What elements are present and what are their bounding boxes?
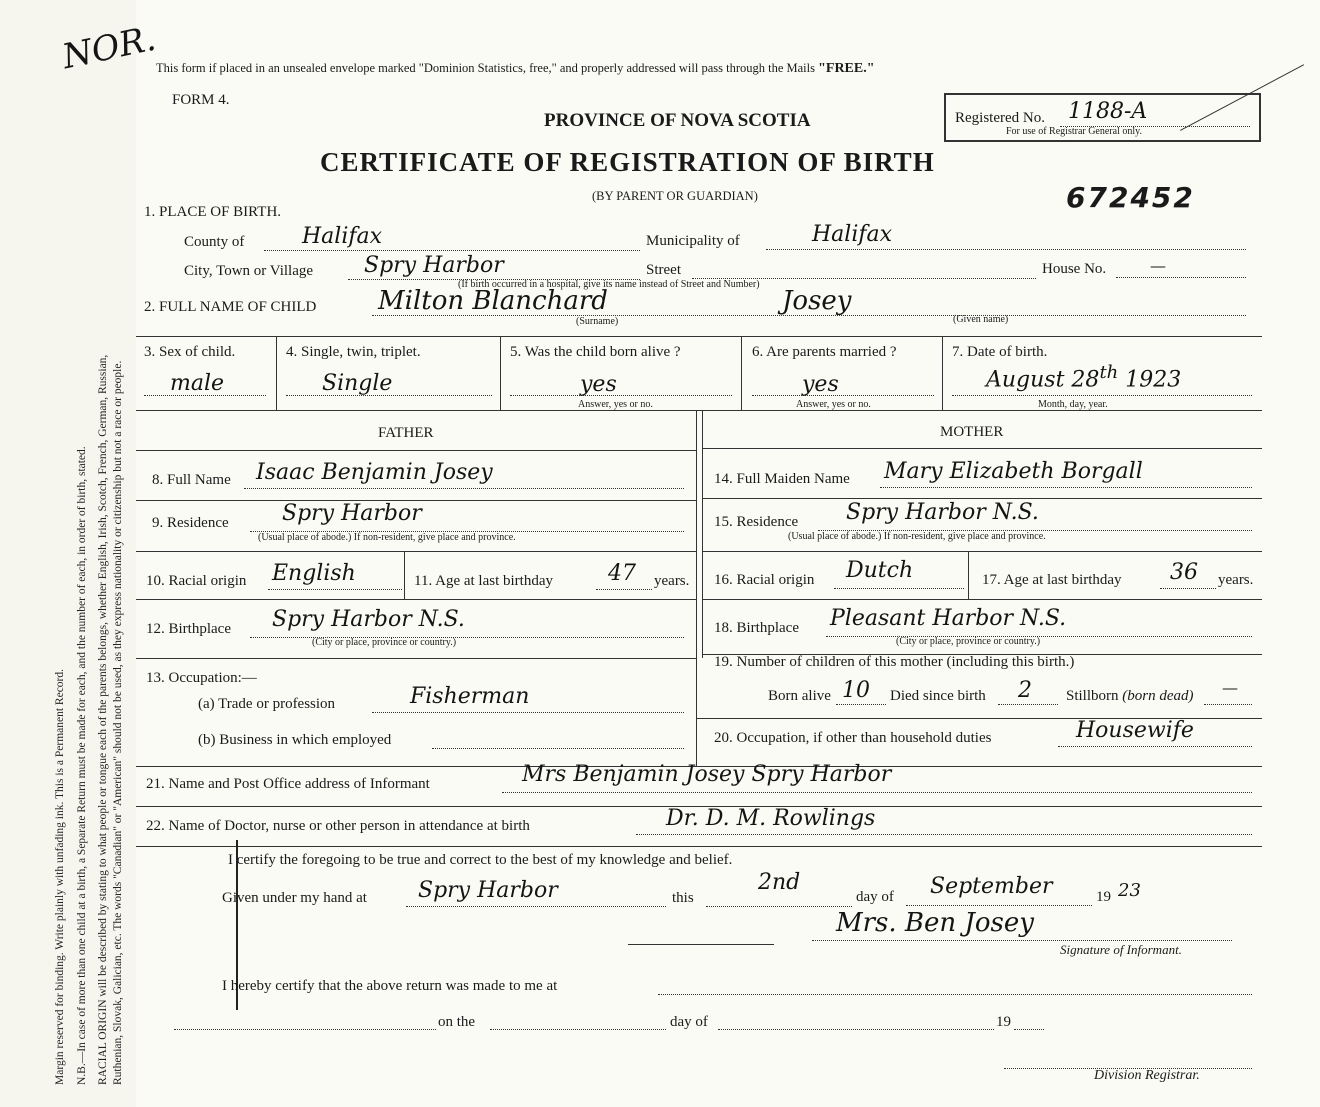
mother-name-line <box>880 487 1252 488</box>
child-given-names: Milton Blanchard <box>378 286 608 316</box>
father-name-value: Isaac Benjamin Josey <box>256 460 493 485</box>
dob-value <box>986 362 1181 392</box>
mother-residence-label: 15. Residence <box>714 514 799 530</box>
born-alive-answer: yes <box>580 372 617 397</box>
registrar-day-of-label: day of <box>670 1014 708 1030</box>
father-birthplace-value: Spry Harbor N.S. <box>272 607 465 632</box>
doctor-value: Dr. D. M. Rowlings <box>666 806 876 831</box>
year-prefix: 19 <box>1096 889 1111 905</box>
street-label: Street <box>646 262 681 278</box>
house-line <box>1116 277 1246 278</box>
grid-line-6a <box>136 599 696 600</box>
father-name-line <box>244 488 684 489</box>
father-heading: FATHER <box>378 425 434 441</box>
grid-col-3 <box>741 336 742 410</box>
margin-scribble: NOR. <box>58 18 160 78</box>
registrar-nineteen: 19 <box>996 1014 1011 1030</box>
given-name-note: (Given name) <box>953 314 1009 325</box>
mail-notice-text: This form if placed in an unsealed envelope marked "Dominion Statistics, free," and properly addressed will pass through the Mails <box>156 61 815 75</box>
mail-notice <box>156 61 875 77</box>
grid-line-3b <box>702 448 1262 449</box>
mother-racial-value: Dutch <box>846 558 914 583</box>
mother-residence-note: (Usual place of abode.) If non-resident, give place and province. <box>788 531 1046 542</box>
born-alive-question: 5. Was the child born alive ? <box>510 344 681 360</box>
margin-racial-note-2: Ruthenian, Slovak, Galician, etc. The words "Canadian" or "American" should not be used, as they express nationality or citizenship but not a race or people. <box>112 360 124 1085</box>
dob-suffix: th <box>1099 362 1119 383</box>
grid-line-4b <box>702 498 1262 499</box>
father-residence-label: 9. Residence <box>152 515 229 531</box>
grid-col-1 <box>276 336 277 410</box>
born-alive-count-line <box>836 704 886 705</box>
father-age-value: 47 <box>608 561 636 586</box>
registrar-line-d <box>1014 1029 1044 1030</box>
registered-label: Registered No. <box>955 110 1045 126</box>
form-number: FORM 4. <box>172 92 230 108</box>
municipality-line <box>766 249 1246 250</box>
registrar-line-c <box>718 1029 994 1030</box>
grid-col-4 <box>942 336 943 410</box>
hospital-note: (If birth occurred in a hospital, give its name instead of Street and Number) <box>458 279 760 290</box>
parents-married-note: Answer, yes or no. <box>796 399 871 410</box>
mother-racial-label: 16. Racial origin <box>714 572 815 588</box>
mother-occupation-line <box>1058 746 1252 747</box>
died-since-birth-value: 2 <box>1018 678 1032 703</box>
informant-value: Mrs Benjamin Josey Spry Harbor <box>522 762 892 787</box>
city-value: Spry Harbor <box>364 253 504 278</box>
died-since-birth-line <box>998 704 1058 705</box>
mother-name-value: Mary Elizabeth Borgall <box>884 459 1143 484</box>
parents-married-line <box>752 395 934 396</box>
county-value: Halifax <box>302 224 383 249</box>
month-value: September <box>930 874 1053 899</box>
county-label: County of <box>184 234 245 250</box>
mother-birthplace-label: 18. Birthplace <box>714 620 799 636</box>
city-label: City, Town or Village <box>184 263 314 279</box>
registrar-place-line <box>658 994 1252 995</box>
mother-residence-value: Spry Harbor N.S. <box>846 500 1039 525</box>
mother-age-line <box>1160 588 1216 589</box>
mother-age-value: 36 <box>1170 560 1198 585</box>
division-registrar-label: Division Registrar. <box>1094 1068 1200 1083</box>
father-trade-value: Fisherman <box>410 684 530 709</box>
mother-racial-line <box>834 588 964 589</box>
dob-year: 1923 <box>1125 367 1182 393</box>
dob-note: Month, day, year. <box>1038 399 1108 410</box>
mother-occupation-label: 20. Occupation, if other than household duties <box>714 730 992 746</box>
grid-col-2 <box>500 336 501 410</box>
stillborn-text: Stillborn <box>1066 688 1119 704</box>
dob-label: 7. Date of birth. <box>952 344 1048 360</box>
informant-signature: Mrs. Ben Josey <box>836 908 1034 938</box>
stillborn-value: — <box>1222 678 1238 697</box>
registered-value: 1188-A <box>1068 99 1148 124</box>
surname-note: (Surname) <box>576 316 619 327</box>
place-of-birth-label: 1. PLACE OF BIRTH. <box>144 204 282 220</box>
mother-birthplace-note: (City or place, province or country.) <box>896 636 1041 647</box>
parents-married-question: 6. Are parents married ? <box>752 344 897 360</box>
house-value: — <box>1150 256 1166 275</box>
seal-line <box>628 944 774 945</box>
mother-occupation-value: Housewife <box>1076 718 1194 743</box>
registrar-line-a <box>174 1029 436 1030</box>
mother-age-label: 17. Age at last birthday <box>982 572 1122 588</box>
doctor-line <box>636 834 1252 835</box>
father-birthplace-label: 12. Birthplace <box>146 621 231 637</box>
day-of-label: day of <box>856 889 894 905</box>
registrar-statement: I hereby certify that the above return was made to me at <box>222 978 558 994</box>
margin-nb-note: N.B.—In case of more than one child at a birth, a Separate Return must be made for each, and the number of each, in order of birth, stated. <box>76 446 88 1085</box>
grid-father-mother-divider <box>696 410 697 766</box>
grid-line-7a <box>136 658 696 659</box>
stillborn-note: (born dead) <box>1122 688 1194 704</box>
dob-line <box>952 395 1252 396</box>
certification-statement: I certify the foregoing to be true and correct to the best of my knowledge and belief. <box>228 852 733 868</box>
born-alive-count-value: 10 <box>842 678 870 703</box>
this-label: this <box>672 890 694 906</box>
child-name-label: 2. FULL NAME OF CHILD <box>144 299 317 315</box>
doctor-label: 22. Name of Doctor, nurse or other person in attendance at birth <box>146 818 530 834</box>
signature-label: Signature of Informant. <box>1060 942 1182 957</box>
sex-label: 3. Sex of child. <box>144 344 236 360</box>
father-business-line <box>432 748 684 749</box>
certificate-subtitle: (BY PARENT OR GUARDIAN) <box>592 189 758 203</box>
father-residence-value: Spry Harbor <box>282 501 422 526</box>
grid-father-racial-divider <box>404 551 405 599</box>
margin-binding-note: Margin reserved for binding. Write plainly with unfading ink. This is a Permanent Record. <box>54 668 66 1085</box>
grid-line-3a <box>136 450 696 451</box>
grid-line-11 <box>136 846 1262 847</box>
mother-birthplace-value: Pleasant Harbor N.S. <box>830 606 1067 631</box>
county-line <box>264 250 640 251</box>
father-racial-value: English <box>272 561 356 586</box>
child-surname: Josey <box>782 286 852 316</box>
born-alive-line <box>510 395 732 396</box>
informant-label: 21. Name and Post Office address of Informant <box>146 776 430 792</box>
on-the-label: on the <box>438 1014 476 1030</box>
informant-line <box>502 792 1252 793</box>
signature-line <box>812 940 1232 941</box>
born-alive-note: Answer, yes or no. <box>578 399 653 410</box>
mother-heading: MOTHER <box>940 424 1004 440</box>
died-since-birth-label: Died since birth <box>890 688 986 704</box>
municipality-value: Halifax <box>812 222 893 247</box>
mail-notice-free: "FREE." <box>818 61 875 76</box>
plurality-label: 4. Single, twin, triplet. <box>286 344 421 360</box>
month-line <box>906 905 1092 906</box>
stamp-number: 672452 <box>1066 181 1195 214</box>
registrar-note: For use of Registrar General only. <box>1006 126 1142 137</box>
grid-line-top <box>136 336 1262 337</box>
father-trade-line <box>372 712 684 713</box>
margin-racial-note-1: RACIAL ORIGIN will be described by stating to what people or tongue each of the parents belongs, whether English, Irish, Scotch, French, German, Russian, <box>97 354 109 1085</box>
father-business-label: (b) Business in which employed <box>198 732 392 748</box>
stillborn-label <box>1066 688 1194 705</box>
parents-married-answer: yes <box>802 372 839 397</box>
children-count-label: 19. Number of children of this mother (including this birth.) <box>714 654 1075 670</box>
grid-mother-racial-divider <box>968 551 969 599</box>
province-heading: PROVINCE OF NOVA SCOTIA <box>544 110 811 131</box>
registrar-line-b <box>490 1029 666 1030</box>
given-place-line <box>406 906 666 907</box>
father-occupation-label: 13. Occupation:— <box>146 670 257 686</box>
sex-value: male <box>170 371 225 396</box>
house-label: House No. <box>1042 261 1107 277</box>
day-line <box>706 906 852 907</box>
father-trade-label: (a) Trade or profession <box>198 696 336 712</box>
day-value: 2nd <box>758 870 801 895</box>
born-alive-count-label: Born alive <box>768 688 831 704</box>
grid-line-5a <box>136 551 696 552</box>
mother-age-years: years. <box>1218 572 1254 588</box>
father-age-label: 11. Age at last birthday <box>414 573 553 589</box>
mother-name-label: 14. Full Maiden Name <box>714 471 850 487</box>
grid-line-6b <box>702 599 1262 600</box>
plurality-value: Single <box>322 371 393 396</box>
dob-month-day: August 28 <box>986 367 1100 393</box>
father-age-line <box>596 589 652 590</box>
municipality-label: Municipality of <box>646 233 740 249</box>
grid-line-2 <box>136 410 1262 411</box>
father-birthplace-note: (City or place, province or country.) <box>312 637 457 648</box>
given-under-label: Given under my hand at <box>222 890 367 906</box>
stillborn-line <box>1204 704 1252 705</box>
father-age-years: years. <box>654 573 690 589</box>
year-value: 23 <box>1118 880 1141 901</box>
grid-line-5b <box>702 551 1262 552</box>
father-racial-label: 10. Racial origin <box>146 573 247 589</box>
certificate-title: CERTIFICATE OF REGISTRATION OF BIRTH <box>320 147 935 177</box>
given-place-value: Spry Harbor <box>418 878 558 903</box>
father-name-label: 8. Full Name <box>152 472 231 488</box>
father-residence-note: (Usual place of abode.) If non-resident, give place and province. <box>258 532 516 543</box>
father-racial-line <box>268 589 402 590</box>
